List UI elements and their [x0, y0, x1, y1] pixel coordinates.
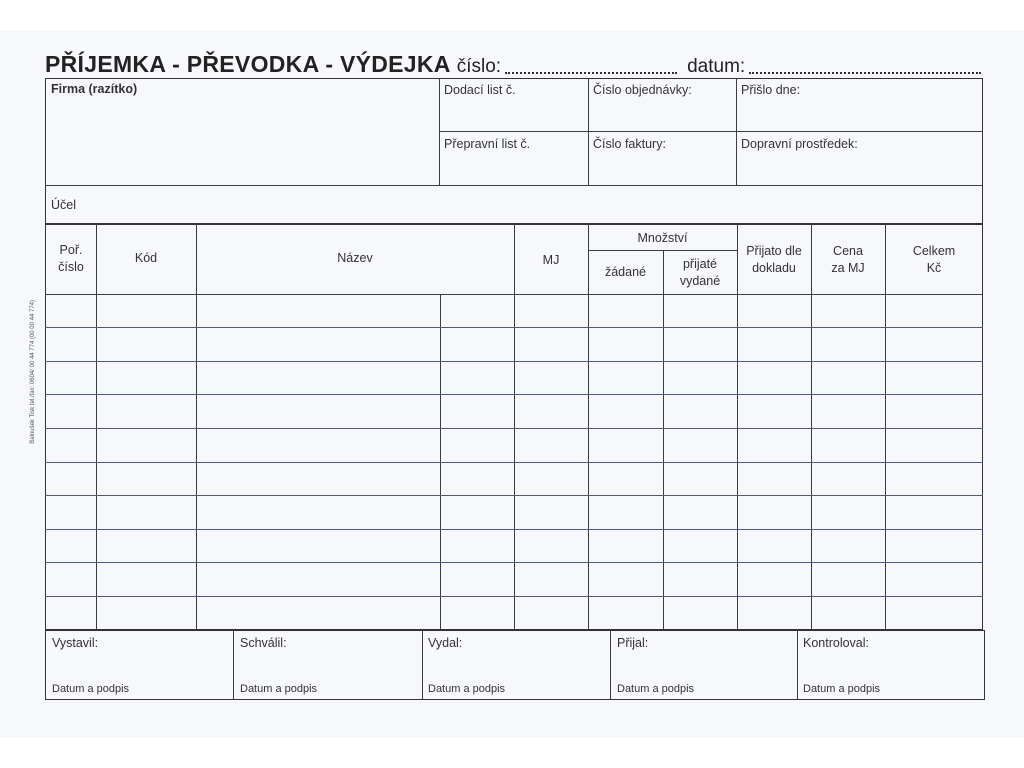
date-label: datum:: [687, 56, 746, 77]
purpose-label: Účel: [51, 198, 77, 212]
col-price-header: Cena za MJ: [831, 244, 865, 275]
form-title-row: [45, 44, 985, 78]
col-seq-header: Poř. číslo: [58, 243, 84, 274]
signature-received-by: Přijal:: [617, 636, 649, 650]
date-field[interactable]: [749, 71, 981, 74]
signature-issued-by: Vystavil:: [52, 636, 99, 650]
number-label: číslo:: [456, 56, 502, 77]
col-requested-header: žádané: [604, 265, 646, 279]
number-field[interactable]: [505, 71, 677, 74]
printer-imprint: Baloušek Tisk tel./fax: 0604/ 00 44 774 (00 00 44 774): [30, 300, 36, 444]
transport-means-label: Dopravní prostředek:: [741, 137, 858, 151]
form-title: PŘÍJEMKA - PŘEVODKA - VÝDEJKA: [45, 51, 451, 77]
signature-released-by-sub: Datum a podpis: [428, 683, 506, 695]
order-number-label: Číslo objednávky:: [593, 83, 692, 97]
transport-note-label: Přepravní list č.: [444, 137, 531, 151]
signature-received-by-sub: Datum a podpis: [617, 683, 695, 695]
signature-approved-by: Schválil:: [240, 636, 287, 650]
col-total-header: Celkem Kč: [912, 244, 956, 275]
signature-checked-by-sub: Datum a podpis: [803, 683, 881, 695]
invoice-number-label: Číslo faktury:: [593, 137, 666, 151]
firm-label: Firma (razítko): [51, 82, 138, 96]
arrived-label: Přišlo dne:: [741, 83, 801, 97]
signature-released-by: Vydal:: [428, 636, 463, 650]
signature-approved-by-sub: Datum a podpis: [240, 683, 318, 695]
col-code-header: Kód: [134, 251, 158, 265]
header-box: [45, 78, 983, 224]
col-unit-header: MJ: [542, 253, 560, 267]
col-received-header: přijaté vydané: [679, 257, 721, 288]
signature-issued-by-sub: Datum a podpis: [52, 683, 130, 695]
signature-checked-by: Kontroloval:: [803, 636, 870, 650]
col-name-header: Název: [337, 251, 373, 265]
delivery-note-label: Dodací list č.: [444, 83, 516, 97]
col-quantity-header: Množství: [637, 231, 688, 245]
col-accepted-header: Přijato dle dokladu: [746, 244, 802, 275]
